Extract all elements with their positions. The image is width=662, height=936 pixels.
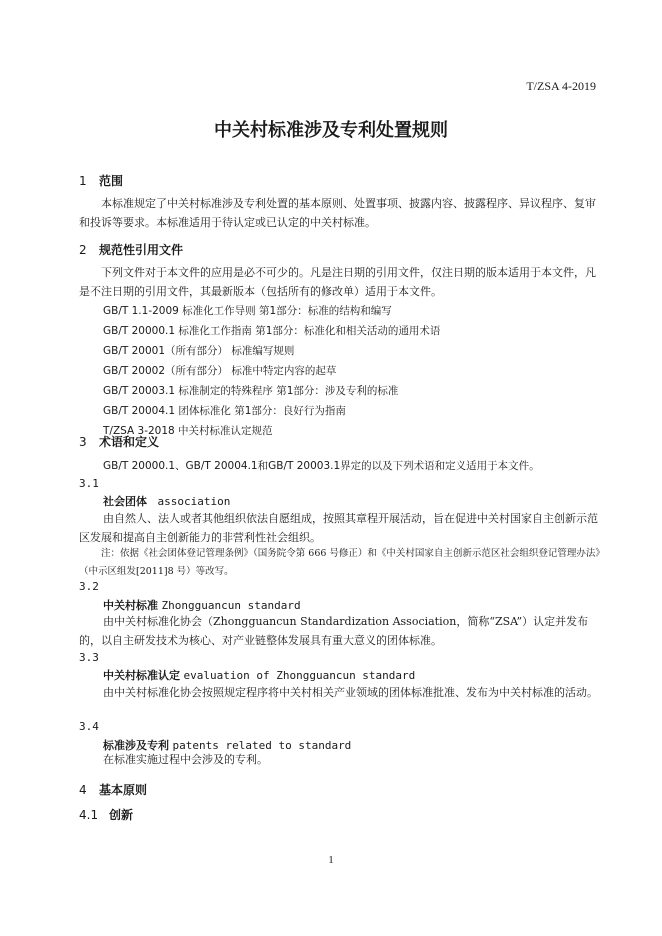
term-number: 3.1 xyxy=(79,477,99,490)
term-definition: 由中关村标准化协会（Zhongguancun Standardization Association，简称“ZSA”）认定并发布的，以自主研发技术为核心、对产业链整体发展具有重大意义的团体标准。 xyxy=(79,615,589,647)
page-number: 1 xyxy=(328,854,334,866)
term-definition: 由自然人、法人或者其他组织依法自愿组成，按照其章程开展活动，旨在促进中关村国家自主创新示范区发展和提高自主创新能力的非营利性社会组织。 xyxy=(79,512,598,544)
section-2-paragraph: 下列文件对于本文件的应用是必不可少的。凡是注日期的引用文件，仅注日期的版本适用于本文件，凡是不注日期的引用文件，其最新版本（包括所有的修改单）适用于本文件。 xyxy=(79,266,596,298)
term-number: 3.4 xyxy=(79,720,99,733)
subsection-4-1-heading xyxy=(79,806,133,823)
document-title: 中关村标准涉及专利处置规则 xyxy=(214,120,448,141)
term-definition: 在标准实施过程中会涉及的专利。 xyxy=(103,753,268,766)
document-code: T/ZSA 4-2019 xyxy=(526,79,596,93)
term-entry xyxy=(103,667,415,683)
section-title: 规范性引用文件 xyxy=(99,243,184,257)
term-zh: 中关村标准 xyxy=(103,599,158,612)
normative-reference: GB/T 20002（所有部分） 标准中特定内容的起草 xyxy=(103,365,337,377)
section-4-heading xyxy=(79,781,147,798)
section-1-paragraph: 本标准规定了中关村标准涉及专利处置的基本原则、处置事项、披露内容、披露程序、异议程序、复审和投诉等要求。本标准适用于待认定或已认定的中关村标准。 xyxy=(79,197,596,229)
normative-reference: GB/T 20004.1 团体标准化 第1部分：良好行为指南 xyxy=(103,405,346,417)
section-2-heading xyxy=(79,241,183,258)
term-zh: 标准涉及专利 xyxy=(103,739,169,752)
section-1-heading xyxy=(79,172,123,189)
normative-reference: GB/T 20000.1 标准化工作指南 第1部分：标准化和相关活动的通用术语 xyxy=(103,325,441,337)
term-en: evaluation of Zhongguancun standard xyxy=(183,669,416,682)
section-title: 基本原则 xyxy=(99,783,148,797)
term-entry xyxy=(103,493,230,509)
term-entry xyxy=(103,597,301,613)
term-number: 3.3 xyxy=(79,651,99,664)
normative-reference: GB/T 20003.1 标准制定的特殊程序 第1部分：涉及专利的标准 xyxy=(103,385,399,397)
term-note: 注：依据《社会团体登记管理条例》（国务院令第 666 号修正）和《中关村国家自主创新示范区社会组织登记管理办法》（中示区组发[2011]8 号）等改写。 xyxy=(79,548,605,577)
section-3-heading xyxy=(79,433,159,450)
term-zh: 社会团体 xyxy=(103,495,147,508)
section-number: 4 xyxy=(79,783,87,797)
normative-reference: T/ZSA 3-2018 中关村标准认定规范 xyxy=(103,425,273,437)
section-number: 2 xyxy=(79,243,87,257)
section-3-intro: GB/T 20000.1、GB/T 20004.1和GB/T 20003.1界定的以及下列术语和定义适用于本文件。 xyxy=(103,460,540,472)
section-number: 1 xyxy=(79,174,87,188)
section-number: 3 xyxy=(79,435,87,449)
term-en: patents related to standard xyxy=(172,739,352,752)
term-en: association xyxy=(157,495,231,508)
section-title: 范围 xyxy=(99,174,124,188)
term-en: Zhongguancun standard xyxy=(161,599,301,612)
section-title: 术语和定义 xyxy=(99,435,160,449)
term-zh: 中关村标准认定 xyxy=(103,669,180,682)
term-number: 3.2 xyxy=(79,580,99,593)
normative-reference: GB/T 20001（所有部分） 标准编写规则 xyxy=(103,345,295,357)
subsection-number: 4.1 xyxy=(79,808,99,822)
normative-reference: GB/T 1.1-2009 标准化工作导则 第1部分：标准的结构和编写 xyxy=(103,305,392,317)
term-definition: 由中关村标准化协会按照规定程序将中关村相关产业领域的团体标准批准、发布为中关村标准的活动。 xyxy=(103,686,598,699)
subsection-title: 创新 xyxy=(109,808,134,822)
